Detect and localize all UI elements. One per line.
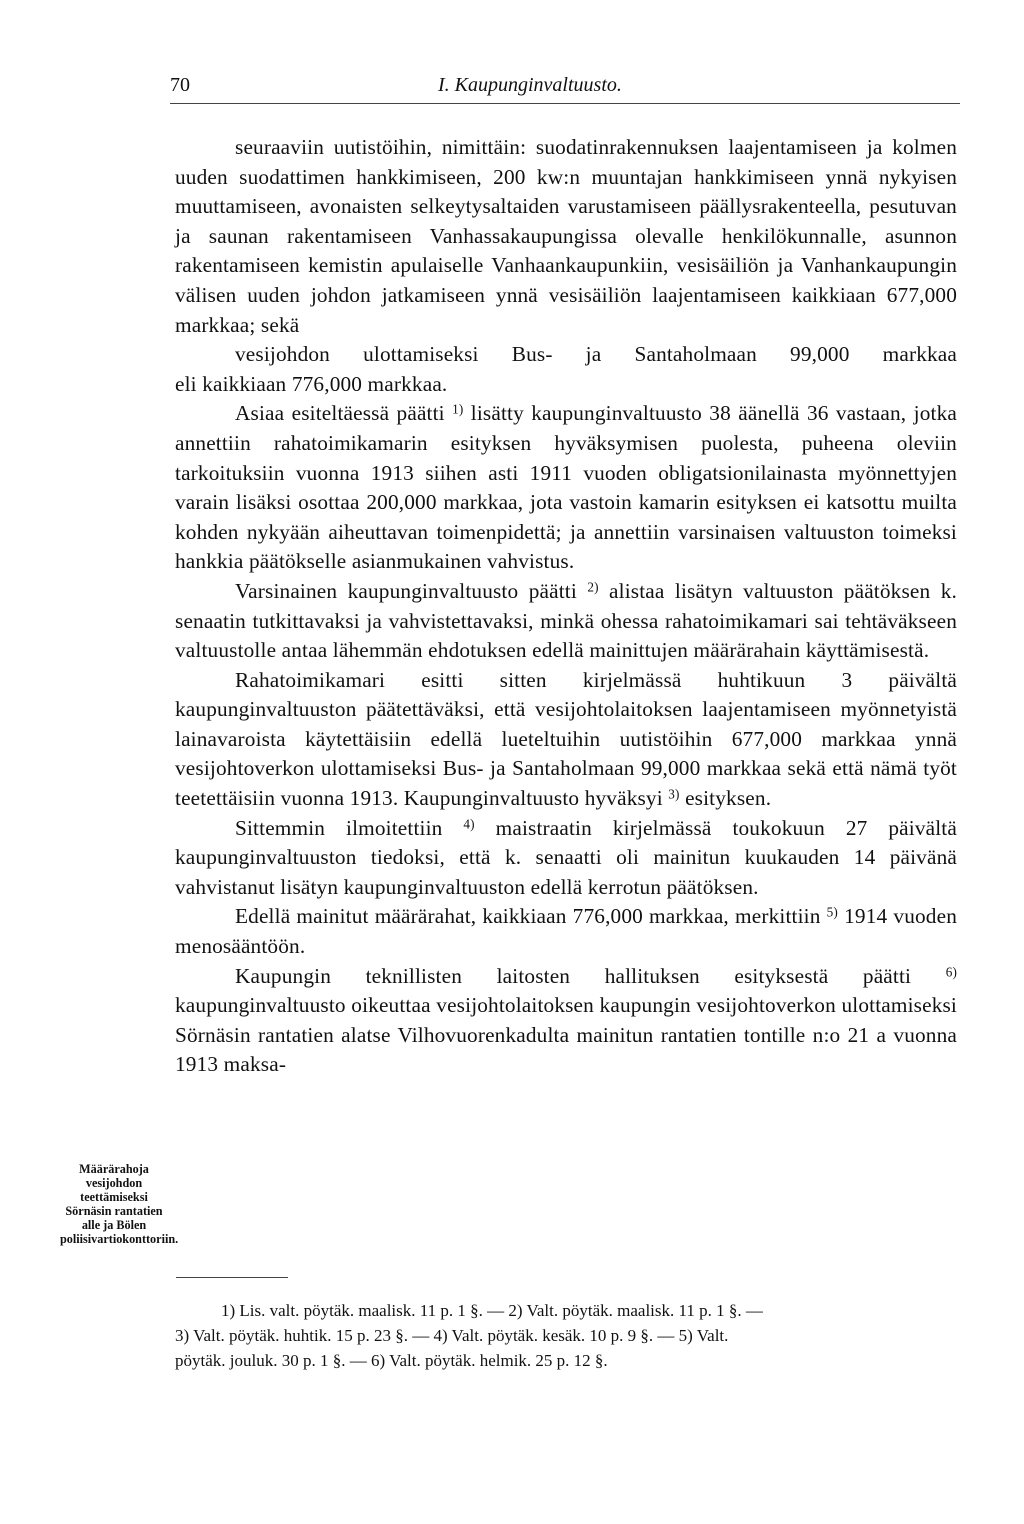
paragraph-8 [175, 962, 957, 1080]
header-rule [170, 103, 960, 104]
paragraph-6 [175, 814, 957, 903]
body-text [175, 133, 957, 1080]
page-number: 70 [170, 74, 190, 96]
footnote-ref-3: 3) [668, 786, 680, 802]
paragraph-4-text-a: Varsinainen kaupunginvaltuusto päätti [235, 578, 577, 603]
paragraph-3-text-a: Asiaa esiteltäessä päätti [235, 401, 445, 426]
running-title: I. Kaupunginvaltuusto. [438, 74, 622, 96]
paragraph-2-line-2: eli kaikkiaan 776,000 markkaa. [175, 371, 448, 396]
footnote-ref-5: 5) [826, 904, 838, 920]
footnote-line-2: 3) Valt. pöytäk. huhtik. 15 p. 23 §. — 4) Valt. pöytäk. kesäk. 10 p. 9 §. — 5) Valt. [175, 1326, 729, 1345]
paragraph-6-text-b: maistraatin kirjelmässä toukokuun 27 päivältä kaupunginvaltuuston tiedoksi, että k. senaatti oli mainitun kuukauden 14 päivänä vahvistanut lisätyn kaupunginvaltuuston edellä kerrotun päätöksen. [175, 815, 957, 899]
paragraph-8-text-b: kaupunginvaltuusto oikeuttaa vesijohtolaitoksen kaupungin vesijohtoverkon ulottamiseksi Sörnäsin rantatien alatse Vilhovuorenkadulta mainitun rantatien tontille n:o 21 a vuonna 1913 maksa- [175, 993, 957, 1077]
paragraph-3-text-b: lisätty kaupunginvaltuusto 38 äänellä 36 vastaan, jotka annettiin rahatoimikamarin esityksen hyväksymisen puolesta, puheena oleviin tarkoituksiin vuonna 1913 siihen asti 1911 vuoden obligatsionilainasta myönnettyjen varain lisäksi osottaa 200,000 markkaa, jota vastoin kamarin esityksen ei katsottu muilta kohden nykyään aiheuttavan toimenpidettä; ja annettiin varsinaisen valtuuston toimeksi hankkia päätökselle asianmukainen vahvistus. [175, 401, 957, 574]
footnote-line-3: pöytäk. jouluk. 30 p. 1 §. — 6) Valt. pöytäk. helmik. 25 p. 12 §. [175, 1351, 608, 1370]
margin-note: Määrärahoja vesijohdon teettämiseksi Sörnäsin rantatien alle ja Bölen poliisivartiokonttoriin. [60, 1162, 179, 1246]
footnotes [175, 1298, 957, 1373]
footnote-line-1: 1) Lis. valt. pöytäk. maalisk. 11 p. 1 §. — 2) Valt. pöytäk. maalisk. 11 p. 1 §. — [221, 1301, 763, 1320]
paragraph-3 [175, 399, 957, 577]
footnote-ref-4: 4) [463, 816, 475, 832]
paragraph-4 [175, 577, 957, 666]
paragraph-7 [175, 902, 957, 961]
paragraph-5-text-b: esityksen. [685, 786, 772, 811]
paragraph-5-text-a: Rahatoimikamari esitti sitten kirjelmässä huhtikuun 3 päivältä kaupunginvaltuuston päätettäväksi, että vesijohtolaitoksen laajentamiseen myönnetyistä lainavaroista käytettäisiin edellä lueteltuihin uutistöihin 677,000 markkaa ynnä vesijohtoverkon ulottamiseksi Bus- ja Santaholmaan 99,000 markkaa sekä että nämä työt teetettäisiin vuonna 1913. Kaupunginvaltuusto hyväksyi [175, 667, 957, 811]
paragraph-4-text-b: alistaa lisätyn valtuuston päätöksen k. senaatin tutkittavaksi ja vahvistettavaksi, minkä ohessa rahatoimikamari sai tehtäväkseen valtuustolle antaa lähemmän ehdotuksen edellä mainittujen määrärahain käyttämisestä. [175, 578, 957, 663]
paragraph-8-text-a: Kaupungin teknillisten laitosten hallituksen esityksestä päätti [235, 963, 912, 988]
paragraph-5 [175, 666, 957, 814]
paragraph-7-text-b: 1914 vuoden menosääntöön. [175, 904, 958, 959]
footnote-ref-1: 1) [452, 401, 464, 417]
page-header [170, 74, 960, 102]
paragraph-2-line-1: vesijohdon ulottamiseksi Bus- ja Santaholmaan 99,000 markkaa [235, 342, 957, 367]
paragraph-6-text-a: Sittemmin ilmoitettiin [235, 815, 443, 840]
paragraph-1: seuraaviin uutistöihin, nimittäin: suodatinrakennuksen laajentamiseen ja kolmen uuden suodattimen hankkimiseen, 200 kw:n muuntajan hankkimiseen ynnä nykyisen muuttamiseen, avonaisten selkeytysaltaiden varustamiseen päällysrakenteella, pesutuvan ja saunan rakentamiseen Vanhassakaupungissa olevalle henkilökunnalle, asunnon rakentamiseen kemistin apulaiselle Vanhaankaupunkiin, vesisäiliön ja Vanhankaupungin välisen uuden johdon jatkamiseen ynnä vesisäiliön laajentamiseen kaikkiaan 677,000 markkaa; sekä [175, 135, 957, 337]
footnote-rule [176, 1277, 288, 1278]
footnote-ref-6: 6) [945, 964, 957, 980]
paragraph-7-text-a: Edellä mainitut määrärahat, kaikkiaan 776,000 markkaa, merkittiin [235, 904, 821, 929]
footnote-ref-2: 2) [587, 579, 599, 595]
